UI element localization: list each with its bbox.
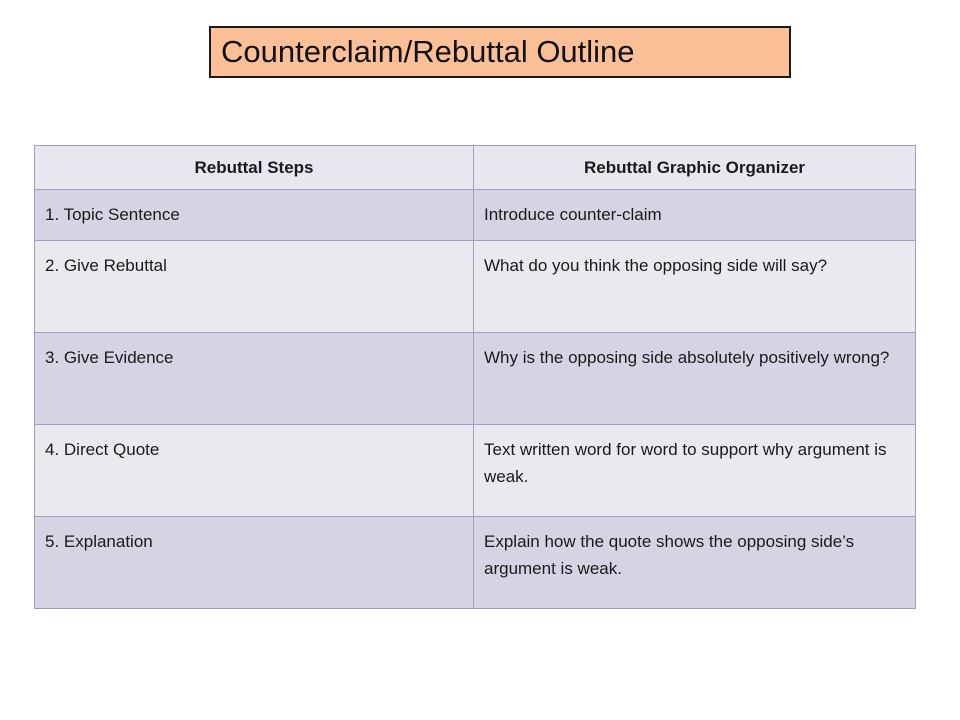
column-header-organizer: Rebuttal Graphic Organizer [474,146,916,190]
step-cell: 3. Give Evidence [35,333,474,425]
step-cell: 4. Direct Quote [35,425,474,517]
organizer-cell: Text written word for word to support why argument is weak. [474,425,916,517]
organizer-cell: What do you think the opposing side will say? [474,241,916,333]
step-cell: 1. Topic Sentence [35,190,474,241]
table-row [35,190,916,241]
page-title: Counterclaim/Rebuttal Outline [221,34,635,69]
organizer-cell: Introduce counter-claim [474,190,916,241]
table-row [35,425,916,517]
table-row [35,517,916,609]
table-row [35,241,916,333]
table-row [35,333,916,425]
title-box [209,26,791,78]
step-cell: 2. Give Rebuttal [35,241,474,333]
step-cell: 5. Explanation [35,517,474,609]
organizer-cell: Explain how the quote shows the opposing side’s argument is weak. [474,517,916,609]
organizer-cell: Why is the opposing side absolutely positively wrong? [474,333,916,425]
rebuttal-outline-table [34,145,916,609]
column-header-steps: Rebuttal Steps [35,146,474,190]
table-header-row [35,146,916,190]
